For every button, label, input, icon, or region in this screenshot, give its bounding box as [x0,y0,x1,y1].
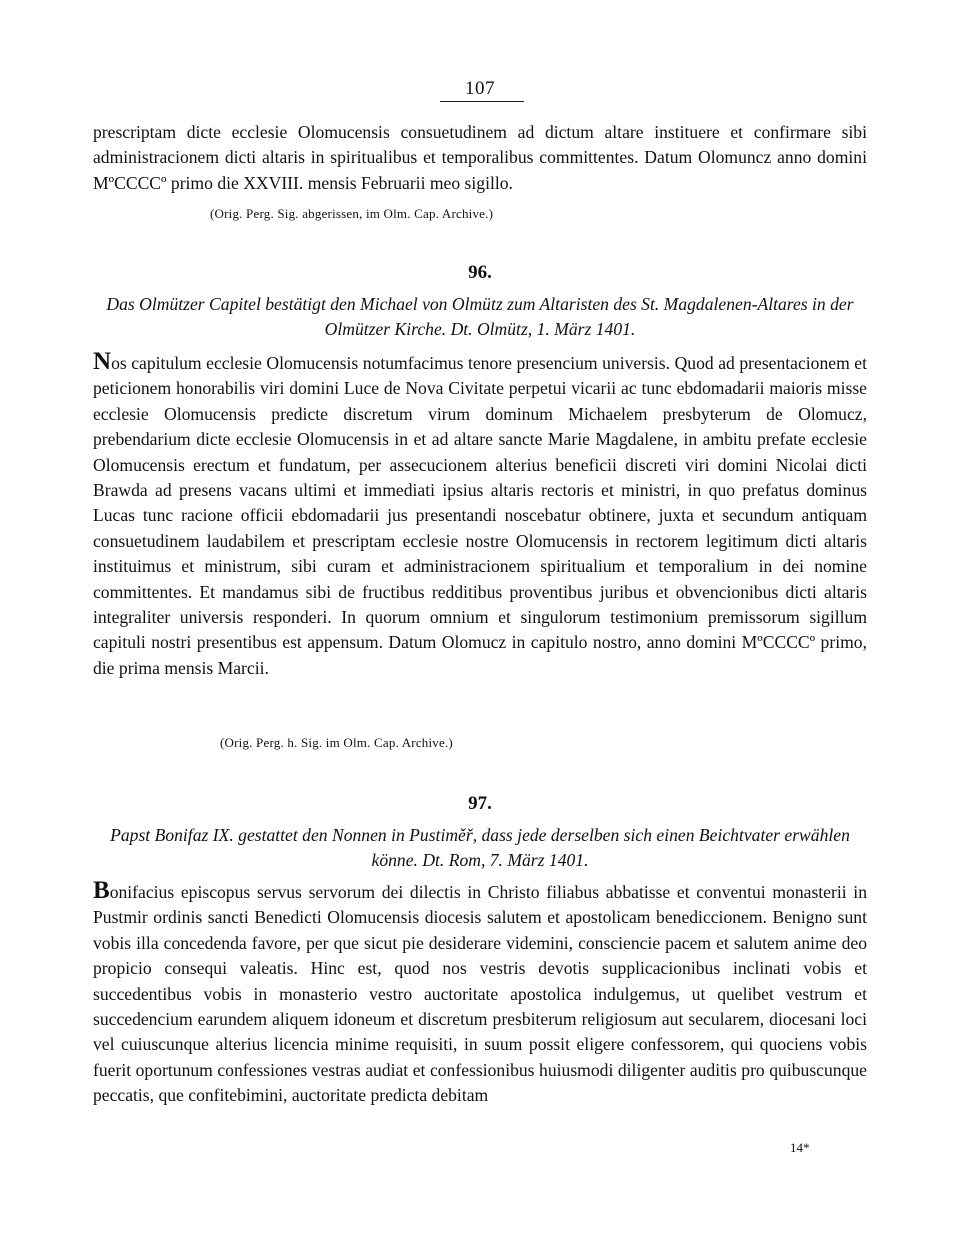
page-number-rule [440,101,524,102]
document-96-citation: (Orig. Perg. h. Sig. im Olm. Cap. Archive.) [220,735,453,750]
document-96-title: Das Olmützer Capitel bestätigt den Michael von Olmütz zum Altaristen des St. Magdalenen-Altares in der Olmützer Kirche. Dt. Olmütz, 1. März 1401. [106,294,854,339]
page-number: 107 [465,78,495,99]
document-96-number: 96. [468,262,492,283]
document-97-initial: B [93,877,110,904]
document-96-initial: N [93,348,112,375]
continuation-citation: (Orig. Perg. Sig. abgerissen, im Olm. Cap. Archive.) [210,206,494,221]
continuation-paragraph: prescriptam dicte ecclesie Olomucensis consuetudinem ad dictum altare instituere et confirmare sibi administracionem dicti altaris in spiritualibus et temporalibus committentes. Datum Olomuncz anno domini MºCCCCº primo die XXVIII. mensis Februarii meo sigillo. [93,122,867,193]
document-97-title: Papst Bonifaz IX. gestattet den Nonnen in Pustiměř, dass jede derselben sich einen Beichtvater erwählen könne. Dt. Rom, 7. März 1401. [110,825,850,870]
document-97-text: onifacius episcopus servus servorum dei dilectis in Christo filiabus abbatisse et conventui monasterii in Pustmir ordinis sancti Benedicti Olomucensis diocesis salutem et apostolicam benediccionem. Benigno sunt vobis illa concedenda favore, per que sicut pie desiderare videmini, consciencie pacem et salutem anime deo propicio consequi valeatis. Hinc est, quod nos vestris devotis supplicacionibus inclinati vobis et succedentibus vobis in monasterio vestro auctoritate apostolica indulgemus, ut quelibet vestrum et succedencium earundem aliquem idoneum et discretum presbiterum religiosum aut secularem, diocesani loci vel cuiuscunque alterius licencia minime requisiti, in suum possit eligere confessorem, qui quociens vobis fuerit oportunum confessiones vestras audiat et confessionibus huiusmodi diligenter auditis pro quibuscunque peccatis, que confitebimini, auctoritate predicta debitam [93,882,867,1106]
document-96-text: os capitulum ecclesie Olomucensis notumfacimus tenore presencium universis. Quod ad presentacionem et peticionem honorabilis viri domini Luce de Nova Civitate perpetui vicarii ac tunc ebdomadarii maioris misse ecclesie Olomucensis predicte discretum virum dominum Michaelem presbyterum de Olomucz, prebendarium dicte ecclesie Olomucensis in et ad altare sancte Marie Magdalene, in ambitu prefate ecclesie Olomucensis erectum et fundatum, per assecucionem alterius beneficii discreti viri domini Nicolai dicti Brawda ad presens vacans ultimi et immediati ipsius altaris rectoris et ministri, in quo prefatus dominus Lucas tunc racione officii ebdomadarii jus presentandi noscebatur obtinere, juxta et secundum antiquam consuetudinem laudabilem et prescriptam ecclesie nostre Olomucensis in rectorem legitimum dicti altaris instituimus et ministrum, sibi curam et administracionem spiritualium et temporalium in dei nomine committentes. Et mandamus sibi de fructibus redditibus proventibus juribus et obvencionibus dicti altaris integraliter universis responderi. In quorum omnium et singulorum testimonium premissorum sigillum capituli nostri presentibus est appensum. Datum Olomucz in capitulo nostro, anno domini MºCCCCº primo, die prima mensis Marcii. [93,353,867,678]
document-97-number: 97. [468,793,492,814]
document-96-body [93,348,867,681]
folio-mark: 14* [790,1140,810,1155]
document-97-body [93,877,867,1109]
